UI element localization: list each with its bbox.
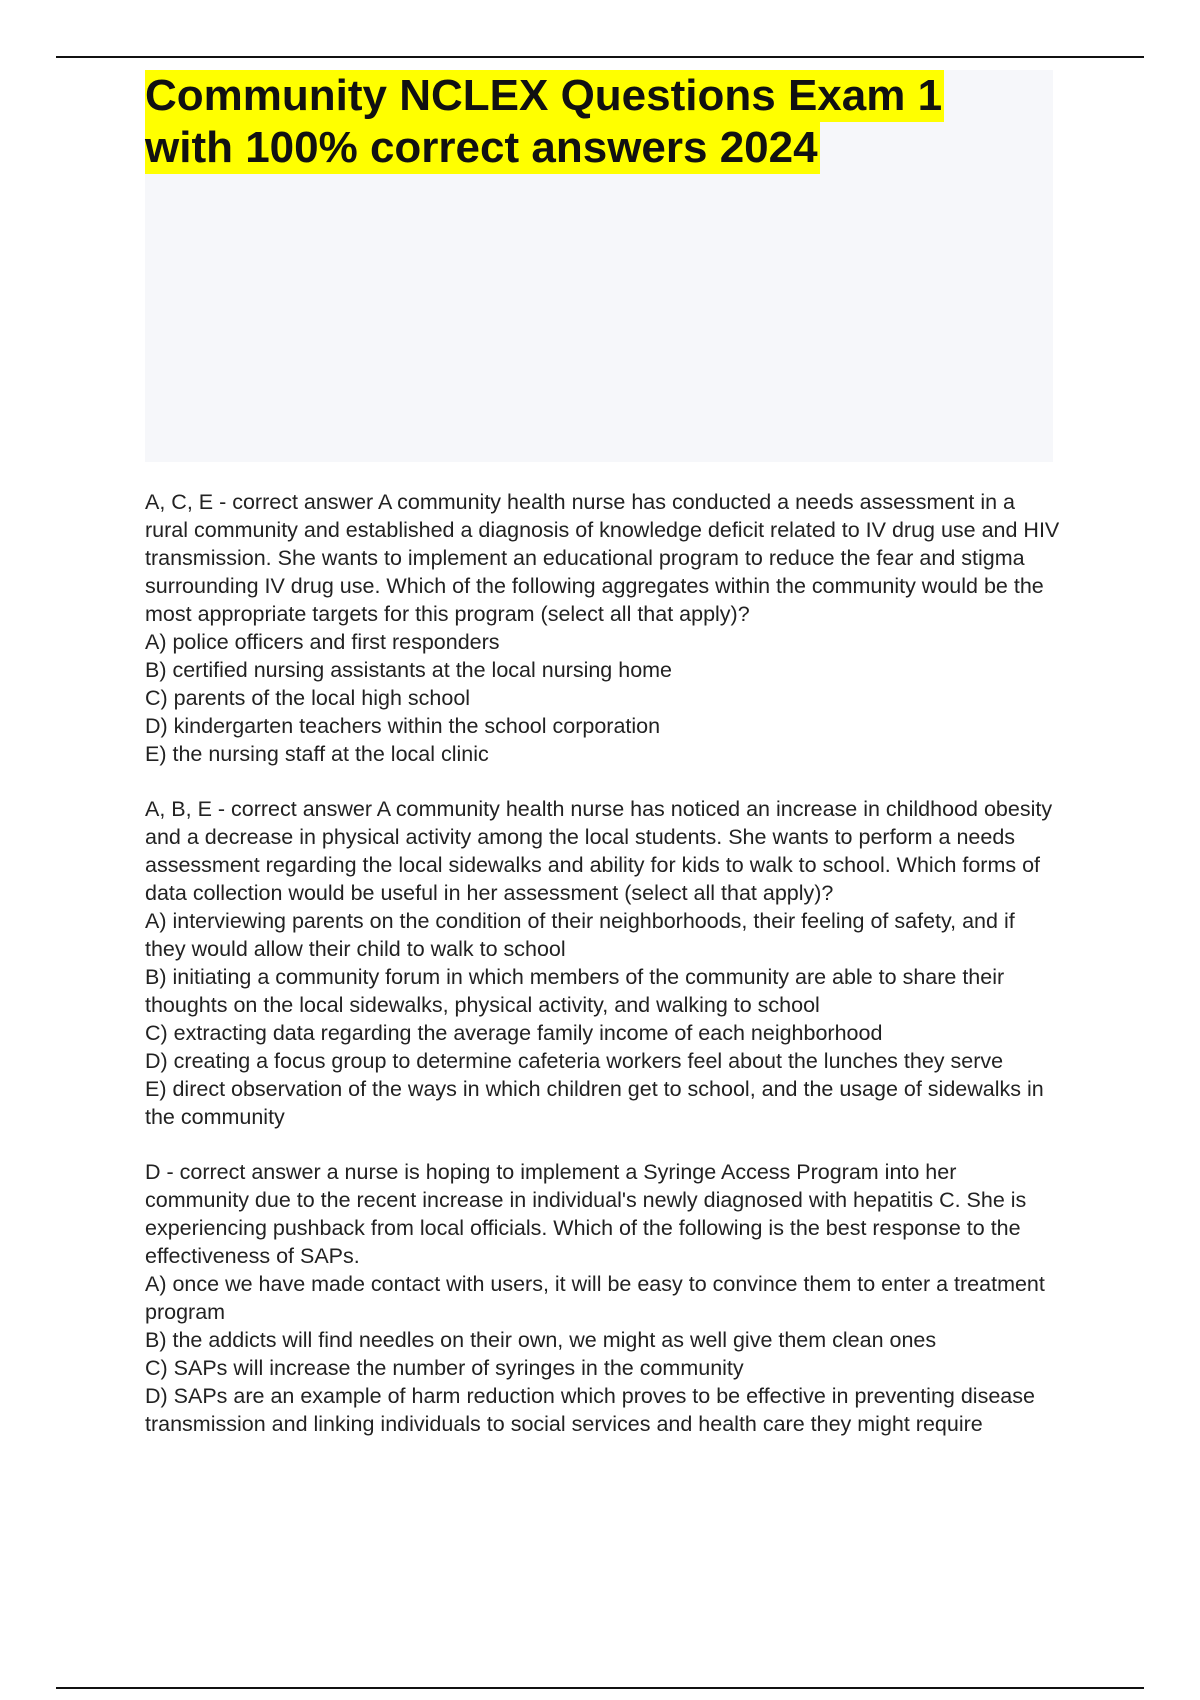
document-title-line-2: with 100% correct answers 2024 bbox=[145, 123, 818, 172]
answer-option: E) direct observation of the ways in which children get to school, and the usage of sidewalks in the community bbox=[145, 1077, 1044, 1129]
answer-option: D) creating a focus group to determine cafeteria workers feel about the lunches they serve bbox=[145, 1049, 1004, 1073]
answer-option: E) the nursing staff at the local clinic bbox=[145, 742, 489, 766]
title-block bbox=[145, 70, 1053, 462]
bottom-rule bbox=[56, 1687, 1144, 1689]
answer-option: C) extracting data regarding the average family income of each neighborhood bbox=[145, 1021, 883, 1045]
answer-option: A) interviewing parents on the condition of their neighborhoods, their feeling of safety, and if they would allow their child to walk to school bbox=[145, 909, 1015, 961]
answer-option: B) the addicts will find needles on their own, we might as well give them clean ones bbox=[145, 1328, 937, 1352]
answer-option: A) police officers and first responders bbox=[145, 630, 500, 654]
answer-option: D) SAPs are an example of harm reduction which proves to be effective in preventing disease transmission and linking individuals to social services and health care they might require bbox=[145, 1384, 1035, 1436]
document-title-line-1: Community NCLEX Questions Exam 1 bbox=[145, 71, 943, 120]
question-item bbox=[145, 795, 1060, 1131]
question-item bbox=[145, 1158, 1060, 1438]
question-text: A, B, E - correct answer A community health nurse has noticed an increase in childhood obesity and a decrease in physical activity among the local students. She wants to perform a needs assessment regarding the local sidewalks and ability for kids to walk to school. Which forms of data collection would be useful in her assessment (select all that apply)? bbox=[145, 797, 1053, 905]
top-rule bbox=[56, 56, 1144, 58]
question-list bbox=[145, 488, 1060, 1438]
answer-option: C) SAPs will increase the number of syringes in the community bbox=[145, 1356, 744, 1380]
answer-option: A) once we have made contact with users, it will be easy to convince them to enter a treatment program bbox=[145, 1272, 1045, 1324]
answer-option: C) parents of the local high school bbox=[145, 686, 471, 710]
answer-option: B) certified nursing assistants at the local nursing home bbox=[145, 658, 673, 682]
question-item bbox=[145, 488, 1060, 768]
answer-option: B) initiating a community forum in which members of the community are able to share their thoughts on the local sidewalks, physical activity, and walking to school bbox=[145, 965, 1005, 1017]
answer-option: D) kindergarten teachers within the school corporation bbox=[145, 714, 661, 738]
question-text: D - correct answer a nurse is hoping to implement a Syringe Access Program into her community due to the recent increase in individual's newly diagnosed with hepatitis C. She is experiencing pushback from local officials. Which of the following is the best response to the effectiveness of SAPs. bbox=[145, 1160, 1027, 1268]
question-text: A, C, E - correct answer A community health nurse has conducted a needs assessment in a rural community and established a diagnosis of knowledge deficit related to IV drug use and HIV transmission. She wants to implement an educational program to reduce the fear and stigma surrounding IV drug use. Which of the following aggregates within the community would be the most appropriate targets for this program (select all that apply)? bbox=[145, 490, 1060, 626]
